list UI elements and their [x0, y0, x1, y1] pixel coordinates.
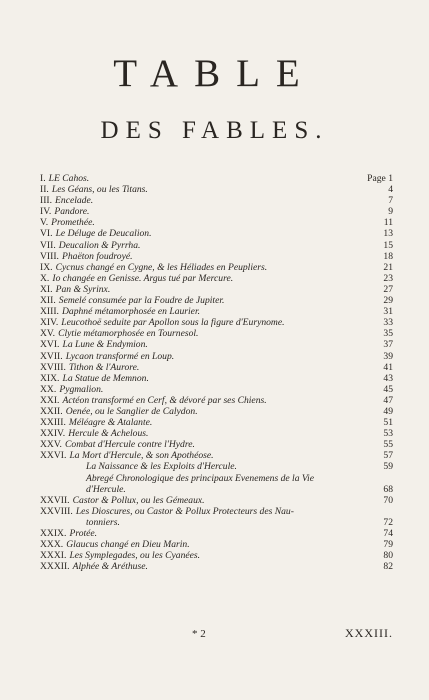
- signature-mark: * 2: [192, 628, 206, 640]
- entry-page-number: 13: [383, 228, 393, 240]
- entry-number: XV.: [40, 328, 56, 340]
- entry-page-number: 57: [383, 450, 393, 462]
- entry-number: I.: [40, 173, 46, 184]
- toc-entry: [40, 339, 393, 350]
- entry-title: Alphée & Aréthuse.: [72, 561, 148, 573]
- entry-page-number: 49: [383, 405, 393, 417]
- entry-number: XXIX.: [40, 528, 67, 539]
- toc-entry: [40, 539, 393, 550]
- toc-entry: [40, 251, 393, 262]
- toc-entry: [40, 351, 393, 362]
- entry-title: Promethée.: [51, 217, 95, 229]
- entry-title: Clytie métamorphosée en Tournesol.: [58, 328, 199, 340]
- entry-title: Io changée en Genisse. Argus tué par Mercure.: [52, 272, 234, 284]
- entry-number: XII.: [40, 295, 56, 307]
- entry-page-number: 18: [383, 250, 393, 262]
- entry-page-number: 79: [383, 539, 393, 551]
- entry-number: XIX.: [40, 372, 60, 384]
- toc-entry: [40, 384, 393, 395]
- entry-title: Pygmalion.: [59, 383, 104, 395]
- page-title: TABLE: [113, 52, 316, 95]
- toc-entry: [40, 295, 393, 306]
- entry-title: d'Hercule.: [86, 483, 126, 495]
- entry-title: Le Déluge de Deucalion.: [55, 228, 152, 240]
- toc-entry: [40, 217, 393, 228]
- toc-entry: [40, 495, 393, 506]
- entry-page-number: 7: [388, 195, 393, 207]
- entry-number: XXXI.: [40, 550, 67, 562]
- entry-title: Lycaon transformé en Loup.: [65, 350, 175, 362]
- catchword: XXXIII.: [345, 626, 393, 640]
- entry-number: XXII.: [40, 405, 63, 417]
- toc-entry: [40, 273, 393, 284]
- entry-page-number: 45: [383, 383, 393, 395]
- entry-page-number: 80: [383, 550, 393, 562]
- toc-entry: [40, 240, 393, 251]
- entry-page-number: 21: [383, 261, 393, 273]
- toc-entry: [40, 461, 393, 472]
- toc-entry: [40, 184, 393, 195]
- entry-title: Phaëton foudroyé.: [61, 250, 133, 262]
- entry-title: Semelé consumée par la Foudre de Jupiter.: [58, 295, 225, 307]
- entry-title: Oenée, ou le Sanglier de Calydon.: [65, 405, 198, 417]
- entry-page-number: 41: [383, 361, 393, 373]
- entry-page-number: 55: [383, 439, 393, 451]
- entry-number: XXXII.: [40, 561, 70, 573]
- entry-title: Castor & Pollux, ou les Gémeaux.: [72, 494, 205, 506]
- entry-page-number: 31: [383, 306, 393, 318]
- entry-number: XXV.: [40, 439, 62, 451]
- entry-title: Encelade.: [55, 195, 94, 207]
- entry-number: XVI.: [40, 339, 60, 351]
- entry-number: XIII.: [40, 306, 59, 318]
- toc-entry: [40, 284, 393, 295]
- entry-number: XIV.: [40, 317, 59, 329]
- entry-title: Cycnus changé en Cygne, & les Héliades en Peupliers.: [55, 261, 268, 273]
- entry-title: La Statue de Memnon.: [62, 372, 149, 384]
- entry-number: IX.: [40, 261, 53, 273]
- entry-number: X.: [40, 272, 50, 284]
- entry-page-number: 11: [383, 217, 393, 229]
- toc-entry: [40, 450, 393, 461]
- entry-title: Protée.: [69, 528, 98, 539]
- toc-entry: [40, 473, 393, 484]
- entry-number: III.: [40, 195, 52, 207]
- toc-entry: [40, 206, 393, 217]
- toc-entry: [40, 395, 393, 406]
- entry-number: XXI.: [40, 394, 60, 406]
- entry-number: VII.: [40, 239, 56, 251]
- toc-entry: [40, 439, 393, 450]
- entry-page-number: 35: [383, 328, 393, 340]
- entry-page-number: 29: [383, 295, 393, 307]
- page-subtitle: DES FABLES.: [100, 117, 329, 144]
- entry-page-number: 4: [388, 184, 393, 196]
- entry-page-number: 43: [383, 372, 393, 384]
- toc-entry: [40, 328, 393, 339]
- entry-number: V.: [40, 217, 49, 229]
- entry-page-number: 68: [383, 483, 393, 495]
- toc-entry: [40, 406, 393, 417]
- entry-page-number: 72: [383, 516, 393, 528]
- toc-entry: [40, 528, 393, 539]
- entry-title: Méléagre & Atalante.: [68, 417, 153, 429]
- toc-entry: [40, 306, 393, 317]
- entry-page-number: 15: [383, 239, 393, 251]
- toc-entry: [40, 550, 393, 561]
- entry-number: XXVI.: [40, 450, 67, 462]
- toc-entry: [40, 173, 393, 184]
- entry-page-number: 74: [383, 528, 393, 539]
- entry-title: La Lune & Endymion.: [62, 339, 148, 351]
- entry-title: Pandore.: [54, 206, 90, 218]
- entry-page-number: 23: [383, 272, 393, 284]
- entry-number: XXVIII.: [40, 505, 73, 517]
- entry-number: II.: [40, 184, 49, 196]
- entry-number: XXX.: [40, 539, 64, 551]
- toc-entry: [40, 506, 393, 517]
- toc-entry: [40, 262, 393, 273]
- entry-number: VI.: [40, 228, 53, 240]
- entry-page-number: 37: [383, 339, 393, 351]
- entry-number: XI.: [40, 283, 53, 295]
- toc-entry: [40, 228, 393, 239]
- toc-entry: [40, 561, 393, 572]
- toc-entry: [40, 373, 393, 384]
- entry-title: tonniers.: [86, 516, 120, 528]
- entry-title: Les Dioscures, ou Castor & Pollux Protecteurs des Nau-: [75, 505, 294, 517]
- entry-title: Les Géans, ou les Titans.: [51, 184, 148, 196]
- toc-entry: [40, 195, 393, 206]
- entry-title: Leucothoë seduite par Apollon sous la figure d'Eurynome.: [61, 317, 285, 329]
- toc-entry: [40, 317, 393, 328]
- entry-title: Abregé Chronologique des principaux Evenemens de la Vie: [86, 472, 314, 484]
- toc-entry: [40, 417, 393, 428]
- entry-page-number: 53: [383, 428, 393, 440]
- table-of-contents: [40, 173, 393, 572]
- entry-page-number: 59: [383, 461, 393, 473]
- entry-title: La Mort d'Hercule, & son Apothéose.: [69, 450, 214, 462]
- entry-number: XXIV.: [40, 428, 66, 440]
- entry-title: LE Cahos.: [48, 173, 90, 184]
- entry-page-number: 51: [383, 417, 393, 429]
- entry-title: Actéon transformé en Cerf, & dévoré par ses Chiens.: [62, 394, 267, 406]
- entry-page-number: 9: [388, 206, 393, 218]
- entry-number: VIII.: [40, 250, 59, 262]
- entry-title: Hercule & Achelous.: [68, 428, 149, 440]
- entry-number: XX.: [40, 383, 57, 395]
- entry-title: Pan & Syrinx.: [55, 283, 111, 295]
- toc-entry: [40, 362, 393, 373]
- entry-number: XVII.: [40, 350, 63, 362]
- entry-number: IV.: [40, 206, 52, 218]
- entry-title: Combat d'Hercule contre l'Hydre.: [65, 439, 195, 451]
- entry-number: XXIII.: [40, 417, 66, 429]
- entry-title: La Naissance & les Exploits d'Hercule.: [86, 461, 237, 473]
- toc-entry: [40, 428, 393, 439]
- toc-entry: [40, 484, 393, 495]
- entry-page-number: 70: [383, 494, 393, 506]
- entry-title: Daphné métamorphosée en Laurier.: [61, 306, 201, 318]
- entry-page-number: Page 1: [367, 173, 393, 184]
- entry-page-number: 27: [383, 283, 393, 295]
- toc-entry: [40, 517, 393, 528]
- entry-page-number: 33: [383, 317, 393, 329]
- entry-title: Glaucus changé en Dieu Marin.: [66, 539, 190, 551]
- entry-page-number: 47: [383, 394, 393, 406]
- entry-number: XVIII.: [40, 361, 66, 373]
- entry-page-number: 82: [383, 561, 393, 573]
- entry-title: Deucalion & Pyrrha.: [58, 239, 141, 251]
- entry-title: Tithon & l'Aurore.: [68, 361, 140, 373]
- entry-title: Les Symplegades, ou les Cyanées.: [69, 550, 201, 562]
- entry-page-number: 39: [383, 350, 393, 362]
- entry-number: XXVII.: [40, 494, 70, 506]
